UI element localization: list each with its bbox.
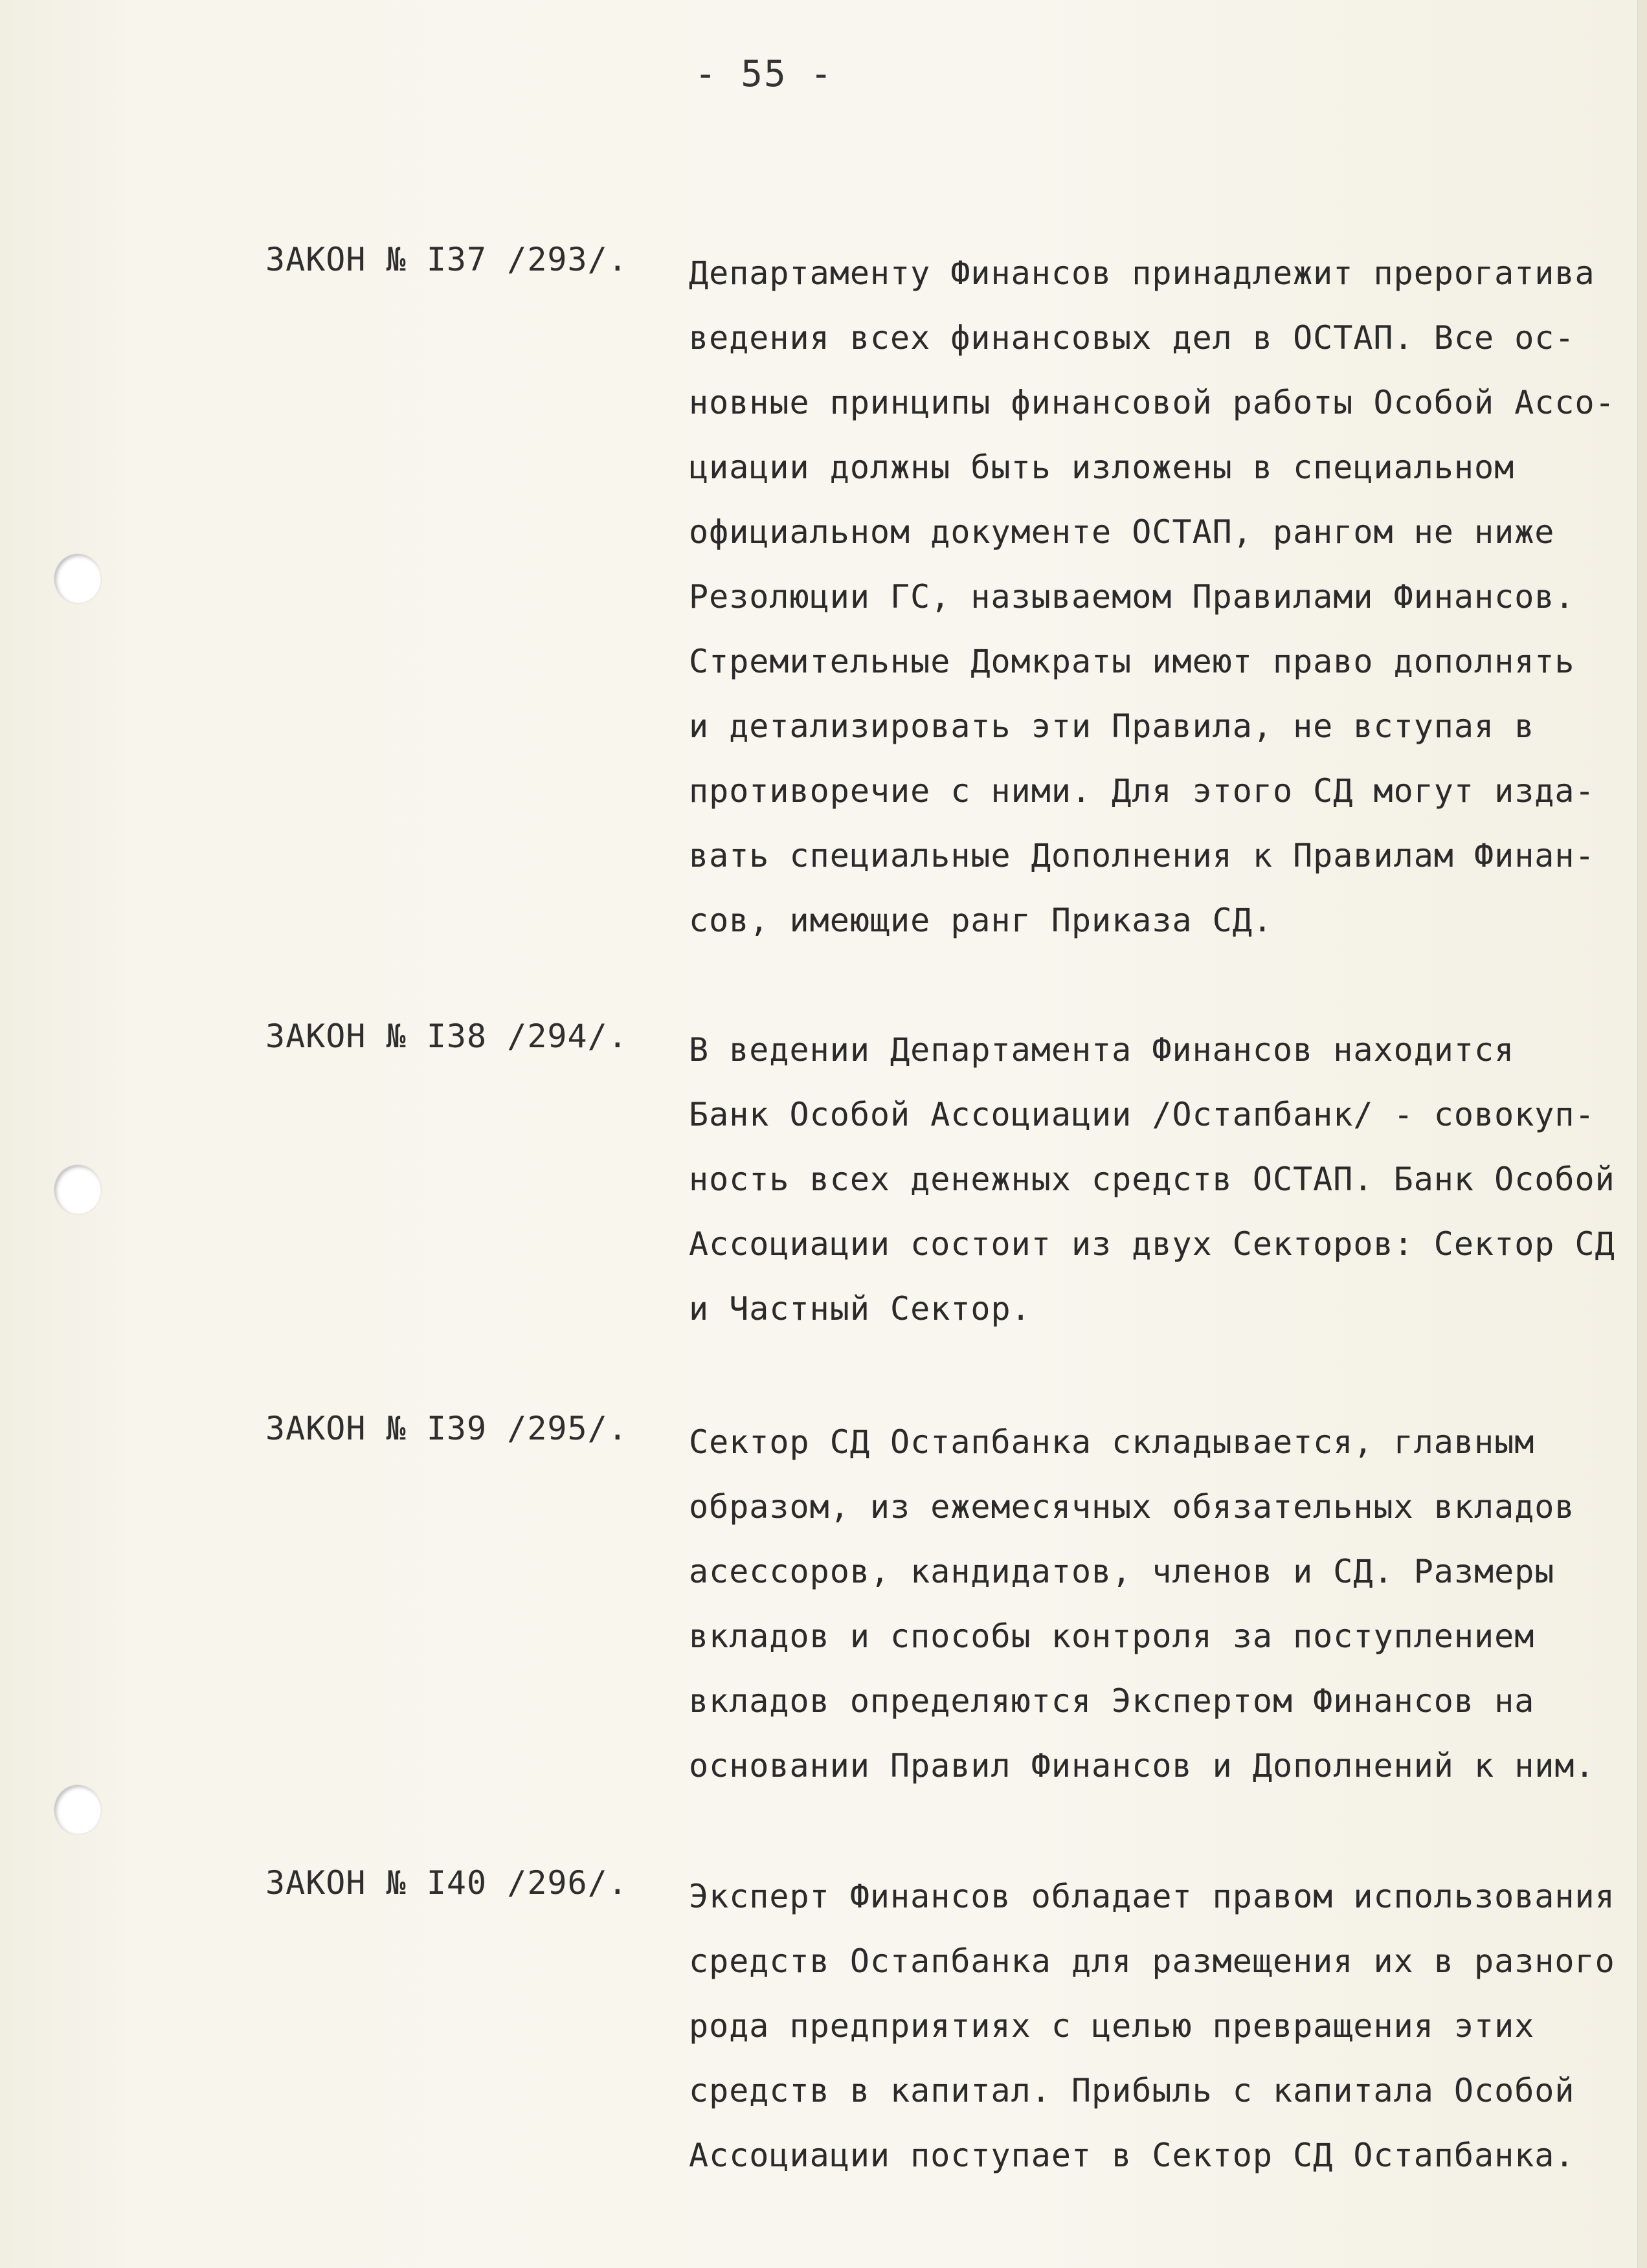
text-line: средств в капитал. Прибыль с капитала Особой xyxy=(689,2072,1575,2109)
law-label: ЗАКОН № I38 /294/. xyxy=(265,1017,628,1055)
text-line: Банк Особой Ассоциации /Остапбанк/ - совокуп- xyxy=(689,1096,1595,1133)
law-text xyxy=(689,241,1621,953)
text-line: асессоров, кандидатов, членов и СД. Размеры xyxy=(689,1553,1555,1590)
text-line: В ведении Департамента Финансов находится xyxy=(689,1031,1515,1069)
law-label: ЗАКОН № I40 /296/. xyxy=(265,1864,628,1902)
text-line: рода предприятиях с целью превращения этих xyxy=(689,2007,1535,2045)
text-line: циации должны быть изложены в специальном xyxy=(689,449,1515,486)
law-text xyxy=(689,1864,1621,2188)
page-number: - 55 - xyxy=(694,53,834,95)
text-line: Ассоциации поступает в Сектор СД Остапбанка. xyxy=(689,2137,1575,2174)
page-edge xyxy=(1637,0,1647,2268)
text-line: вкладов и способы контроля за поступлением xyxy=(689,1618,1535,1655)
text-line: Резолюции ГС, называемом Правилами Финансов. xyxy=(689,578,1575,616)
text-line: официальном документе ОСТАП, рангом не ниже xyxy=(689,513,1555,551)
text-line: вкладов определяются Экспертом Финансов на xyxy=(689,1682,1535,1720)
text-line: Департаменту Финансов принадлежит прерогатива xyxy=(689,254,1595,292)
text-line: Сектор СД Остапбанка складывается, главным xyxy=(689,1423,1535,1461)
law-label: ЗАКОН № I37 /293/. xyxy=(265,241,628,278)
text-line: и Частный Сектор. xyxy=(689,1290,1031,1328)
text-line: образом, из ежемесячных обязательных вкладов xyxy=(689,1488,1575,1526)
law-text xyxy=(689,1410,1621,1798)
law-label: ЗАКОН № I39 /295/. xyxy=(265,1410,628,1447)
text-line: вать специальные Дополнения к Правилам Финан- xyxy=(689,837,1595,874)
text-line: средств Остапбанка для размещения их в разного xyxy=(689,1942,1615,1980)
text-line: основании Правил Финансов и Дополнений к ним. xyxy=(689,1747,1595,1784)
text-line: Ассоциации состоит из двух Секторов: Сектор СД xyxy=(689,1225,1615,1263)
text-line: ведения всех финансовых дел в ОСТАП. Все ос- xyxy=(689,319,1575,357)
text-line: сов, имеющие ранг Приказа СД. xyxy=(689,902,1273,939)
text-line: Стремительные Домкраты имеют право дополнять xyxy=(689,643,1575,680)
text-line: противоречие с ними. Для этого СД могут изда- xyxy=(689,772,1595,810)
text-line: ность всех денежных средств ОСТАП. Банк Особой xyxy=(689,1161,1615,1198)
punch-hole-middle xyxy=(54,1165,101,1214)
text-line: и детализировать эти Правила, не вступая в xyxy=(689,707,1535,745)
punch-hole-top xyxy=(54,554,101,603)
law-text xyxy=(689,1017,1621,1341)
text-line: новные принципы финансовой работы Особой Ассо- xyxy=(689,384,1615,421)
text-line: Эксперт Финансов обладает правом использования xyxy=(689,1878,1615,1915)
punch-hole-bottom xyxy=(54,1785,101,1834)
